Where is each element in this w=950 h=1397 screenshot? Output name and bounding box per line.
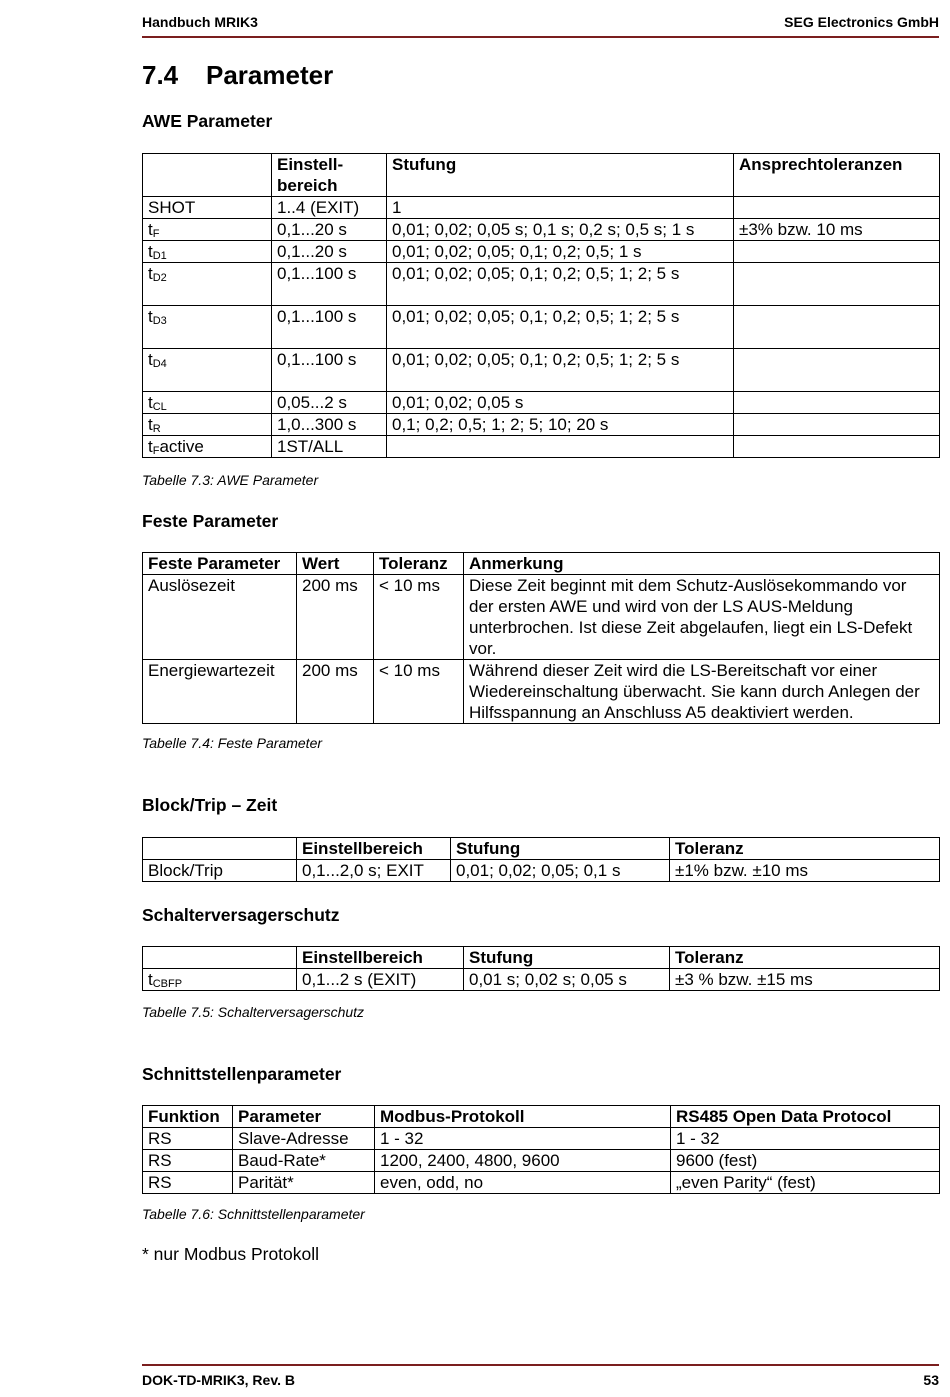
param-name-main: t (148, 437, 153, 456)
param-tol (734, 436, 940, 458)
iface-param: Slave-Adresse (233, 1128, 375, 1150)
cbfp-table (142, 946, 940, 991)
page-header (142, 14, 939, 30)
param-name (143, 241, 272, 263)
param-step: 1 (387, 197, 734, 219)
table-row (143, 860, 940, 882)
iface-caption: Tabelle 7.6: Schnittstellenparameter (142, 1206, 365, 1222)
param-range: 0,1...2,0 s; EXIT (297, 860, 451, 882)
param-range: 0,1...20 s (272, 219, 387, 241)
param-name (143, 392, 272, 414)
param-name (143, 414, 272, 436)
param-name-sub: R (152, 423, 161, 435)
param-tol: < 10 ms (374, 575, 464, 660)
param-range: 0,1...100 s (272, 263, 387, 306)
iface-heading: Schnittstellenparameter (142, 1064, 342, 1084)
param-step: 0,01; 0,02; 0,05 s; 0,1 s; 0,2 s; 0,5 s; 1 s (387, 219, 734, 241)
col-header: Ansprechtoleranzen (734, 154, 940, 197)
table-row (143, 392, 940, 414)
param-name-main: t (148, 242, 153, 261)
awe-caption: Tabelle 7.3: AWE Parameter (142, 472, 319, 488)
col-header (143, 838, 297, 860)
param-name-main: t (148, 393, 153, 412)
table-row (143, 575, 940, 660)
section-title (142, 60, 333, 91)
param-step: 0,1; 0,2; 0,5; 1; 2; 5; 10; 20 s (387, 414, 734, 436)
param-tol (734, 349, 940, 392)
footer-rule (142, 1364, 939, 1366)
footnote: * nur Modbus Protokoll (142, 1244, 320, 1264)
param-name (143, 436, 272, 458)
col-header: Anmerkung (464, 553, 940, 575)
col-header (143, 947, 297, 969)
section-number: 7.4 (142, 60, 179, 90)
param-range: 0,1...20 s (272, 241, 387, 263)
param-tol (734, 197, 940, 219)
param-name: Auslösezeit (143, 575, 297, 660)
header-left: Handbuch MRIK3 (142, 14, 258, 30)
col-header: Einstellbereich (297, 838, 451, 860)
param-name-sub: D4 (152, 358, 167, 370)
table-row (143, 263, 940, 306)
param-range: 1,0...300 s (272, 414, 387, 436)
param-name (143, 969, 297, 991)
col-header: Einstellbereich (297, 947, 464, 969)
table-row (143, 197, 940, 219)
iface-func: RS (143, 1128, 233, 1150)
table-header-row (143, 947, 940, 969)
table-row (143, 1150, 940, 1172)
col-header (143, 154, 272, 197)
param-range: 1..4 (EXIT) (272, 197, 387, 219)
param-tol (734, 414, 940, 436)
param-name (143, 349, 272, 392)
col-header: Toleranz (670, 838, 940, 860)
cbfp-caption: Tabelle 7.5: Schalterversagerschutz (142, 1004, 365, 1020)
iface-rs485: 9600 (fest) (671, 1150, 940, 1172)
feste-table (142, 552, 940, 724)
page-footer (142, 1372, 939, 1388)
param-name-main: t (148, 264, 153, 283)
table-row (143, 219, 940, 241)
iface-rs485: „even Parity“ (fest) (671, 1172, 940, 1194)
param-step (387, 436, 734, 458)
col-header: RS485 Open Data Protocol (671, 1106, 940, 1128)
table-row (143, 414, 940, 436)
param-step: 0,01; 0,02; 0,05; 0,1; 0,2; 0,5; 1; 2; 5 s (387, 263, 734, 306)
feste-heading: Feste Parameter (142, 511, 279, 531)
table-header-row (143, 553, 940, 575)
feste-caption: Tabelle 7.4: Feste Parameter (142, 735, 323, 751)
param-tol: ±1% bzw. ±10 ms (670, 860, 940, 882)
param-step: 0,01 s; 0,02 s; 0,05 s (464, 969, 670, 991)
param-name (143, 219, 272, 241)
param-step: 0,01; 0,02; 0,05; 0,1; 0,2; 0,5; 1; 2; 5 s (387, 306, 734, 349)
param-name-tail: active (159, 437, 204, 456)
col-header: Einstell-bereich (272, 154, 387, 197)
param-value: 200 ms (297, 575, 374, 660)
param-range: 1ST/ALL (272, 436, 387, 458)
iface-func: RS (143, 1150, 233, 1172)
footer-doc-id: DOK-TD-MRIK3, Rev. B (142, 1372, 295, 1388)
param-name-main: t (148, 350, 153, 369)
param-name-sub: D3 (152, 315, 167, 327)
block-heading: Block/Trip – Zeit (142, 795, 278, 815)
param-tol (734, 263, 940, 306)
param-step: 0,01; 0,02; 0,05; 0,1; 0,2; 0,5; 1; 2; 5 s (387, 349, 734, 392)
param-name-main: t (148, 415, 153, 434)
param-name-sub: CL (152, 401, 167, 413)
param-tol (734, 241, 940, 263)
param-name-main: t (148, 220, 153, 239)
param-value: 200 ms (297, 660, 374, 724)
param-step: 0,01; 0,02; 0,05 s (387, 392, 734, 414)
param-name-sub: F (152, 228, 160, 240)
table-row (143, 1128, 940, 1150)
block-table (142, 837, 940, 882)
cbfp-heading: Schalterversagerschutz (142, 905, 340, 925)
param-step: 0,01; 0,02; 0,05; 0,1 s (451, 860, 670, 882)
param-name-main: t (148, 307, 153, 326)
col-header: Modbus-Protokoll (375, 1106, 671, 1128)
param-range: 0,1...100 s (272, 306, 387, 349)
iface-param: Parität* (233, 1172, 375, 1194)
table-row (143, 241, 940, 263)
iface-modbus: 1200, 2400, 4800, 9600 (375, 1150, 671, 1172)
header-rule (142, 36, 939, 38)
param-name-sub: D2 (152, 272, 167, 284)
iface-func: RS (143, 1172, 233, 1194)
header-right: SEG Electronics GmbH (784, 14, 939, 30)
param-tol (734, 392, 940, 414)
table-row (143, 436, 940, 458)
table-row (143, 306, 940, 349)
section-title-text: Parameter (206, 60, 334, 90)
param-name-sub: F (152, 445, 160, 457)
table-header-row (143, 1106, 940, 1128)
param-range: 0,05...2 s (272, 392, 387, 414)
awe-table (142, 153, 940, 458)
table-header-row (143, 154, 940, 197)
awe-heading: AWE Parameter (142, 111, 273, 131)
table-row (143, 660, 940, 724)
param-name-sub: D1 (152, 250, 167, 262)
table-header-row (143, 838, 940, 860)
col-header: Stufung (387, 154, 734, 197)
param-step: 0,01; 0,02; 0,05; 0,1; 0,2; 0,5; 1 s (387, 241, 734, 263)
iface-table (142, 1105, 940, 1194)
table-row (143, 1172, 940, 1194)
param-tol: < 10 ms (374, 660, 464, 724)
param-range: 0,1...2 s (EXIT) (297, 969, 464, 991)
param-note: Diese Zeit beginnt mit dem Schutz-Auslösekommando vor der ersten AWE und wird von der LS AUS-Meldung unterbrochen. Ist diese Zeit abgelaufen, liegt ein LS-Defekt vor. (464, 575, 940, 660)
param-tol: ±3% bzw. 10 ms (734, 219, 940, 241)
param-name-main: t (148, 970, 153, 989)
param-name-sub: CBFP (152, 978, 183, 990)
col-header: Toleranz (670, 947, 940, 969)
iface-param: Baud-Rate* (233, 1150, 375, 1172)
col-header: Feste Parameter (143, 553, 297, 575)
col-header: Funktion (143, 1106, 233, 1128)
param-tol: ±3 % bzw. ±15 ms (670, 969, 940, 991)
iface-modbus: 1 - 32 (375, 1128, 671, 1150)
param-name: Energiewartezeit (143, 660, 297, 724)
iface-modbus: even, odd, no (375, 1172, 671, 1194)
col-header: Stufung (451, 838, 670, 860)
param-tol (734, 306, 940, 349)
param-name: Block/Trip (143, 860, 297, 882)
table-row (143, 969, 940, 991)
col-header: Stufung (464, 947, 670, 969)
param-range: 0,1...100 s (272, 349, 387, 392)
col-header: Wert (297, 553, 374, 575)
param-note: Während dieser Zeit wird die LS-Bereitschaft vor einer Wiedereinschaltung überwacht. Sie kann durch Anlegen der Hilfsspannung an Anschluss A5 deaktiviert werden. (464, 660, 940, 724)
param-name: SHOT (143, 197, 272, 219)
table-row (143, 349, 940, 392)
col-header: Parameter (233, 1106, 375, 1128)
page-number: 53 (923, 1372, 939, 1388)
iface-rs485: 1 - 32 (671, 1128, 940, 1150)
param-name (143, 306, 272, 349)
col-header: Toleranz (374, 553, 464, 575)
param-name (143, 263, 272, 306)
